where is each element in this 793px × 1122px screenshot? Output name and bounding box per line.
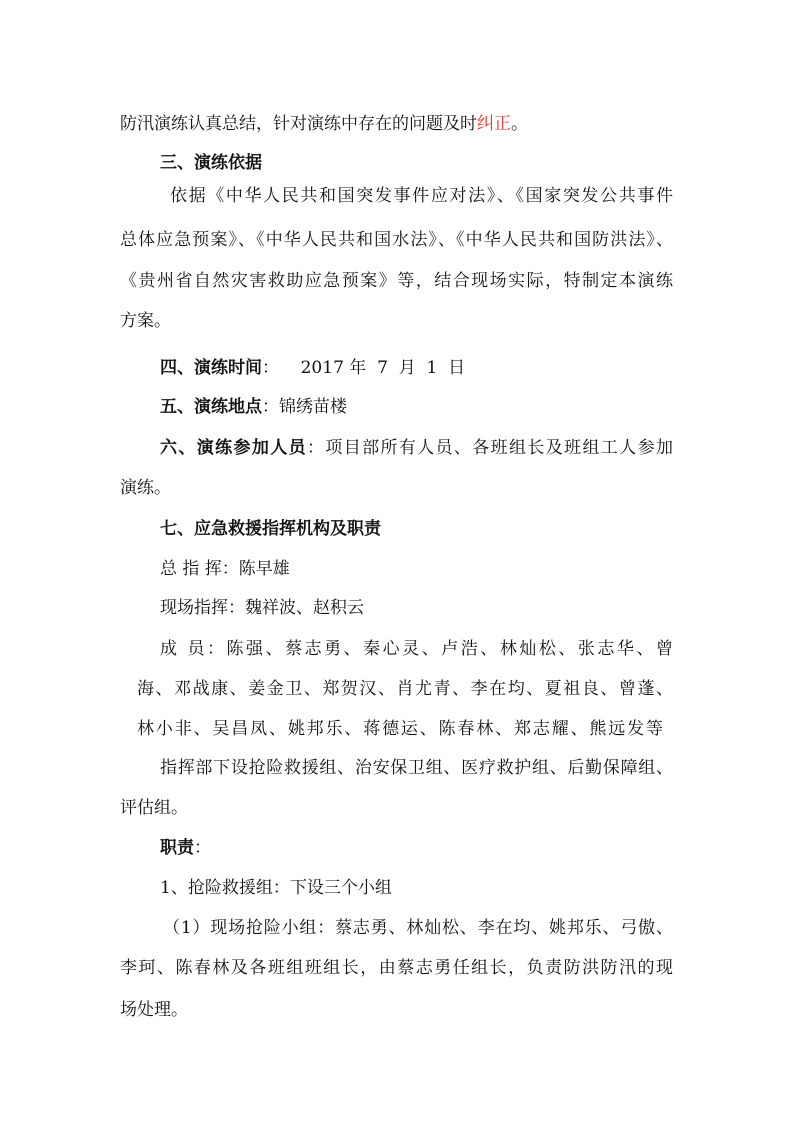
- paragraph-line: 1、抢险救援组：下设三个小组: [160, 878, 392, 898]
- text: ：: [194, 838, 211, 858]
- drill-location-value: ：锦绣苗楼: [262, 397, 347, 417]
- section-heading-3: 三、演练依据: [160, 153, 262, 173]
- highlighted-text: 纠正: [477, 114, 511, 134]
- paragraph-line: 场处理。: [120, 1000, 188, 1020]
- drill-participants-value: ：项目部所有人员、各班组长及班组工人参加: [306, 438, 674, 458]
- drill-participants: [160, 437, 673, 459]
- duty-heading: [160, 837, 211, 859]
- section-heading-4: 四、演练时间: [160, 358, 262, 378]
- field-commander-line: 现场指挥：魏祥波、赵积云: [160, 598, 364, 618]
- paragraph-line: 方案。: [120, 311, 171, 331]
- section-heading-6: 六、演练参加人员: [160, 438, 307, 458]
- members-line: 成 员：陈强、蔡志勇、秦心灵、卢浩、林灿松、张志华、曾: [160, 639, 673, 659]
- section-heading-5: 五、演练地点: [160, 397, 262, 417]
- paragraph-line: 依据《中华人民共和国突发事件应对法》、《国家突发公共事件: [170, 186, 673, 206]
- members-line: 海、邓战康、姜金卫、郑贺汉、肖尤青、李在均、夏祖良、曾蓬、: [137, 679, 673, 699]
- text: 。: [511, 114, 528, 134]
- drill-time-value: ： 2017 年 7 月 1 日: [262, 358, 466, 378]
- paragraph-line: 李珂、陈春林及各班组班组长，由蔡志勇任组长，负责防洪防汛的现: [120, 958, 673, 978]
- members-line: 林小非、吴昌凤、姚邦乐、蒋德运、陈春林、郑志耀、熊远发等: [137, 719, 663, 739]
- text: 防汛演练认真总结，针对演练中存在的问题及时: [120, 114, 477, 134]
- duty-heading-label: 职责: [160, 838, 194, 858]
- paragraph-line: （1）现场抢险小组：蔡志勇、林灿松、李在均、姚邦乐、弓傲、: [163, 918, 673, 938]
- paragraph-line: 总体应急预案》、《中华人民共和国水法》、《中华人民共和国防洪法》、: [120, 230, 673, 250]
- paragraph-line: 评估组。: [120, 798, 188, 818]
- commander-line: 总 指 挥：陈早雄: [160, 559, 290, 579]
- drill-time: [160, 357, 465, 379]
- paragraph-line: 《贵州省自然灾害救助应急预案》等，结合现场实际，特制定本演练: [120, 271, 673, 291]
- paragraph-line: 指挥部下设抢险救援组、治安保卫组、医疗救护组、后勤保障组、: [160, 758, 673, 778]
- paragraph-line: 演练。: [120, 478, 171, 498]
- paragraph-line: [120, 113, 528, 135]
- section-heading-7: 七、应急救援指挥机构及职责: [160, 519, 381, 539]
- drill-location: [160, 396, 347, 418]
